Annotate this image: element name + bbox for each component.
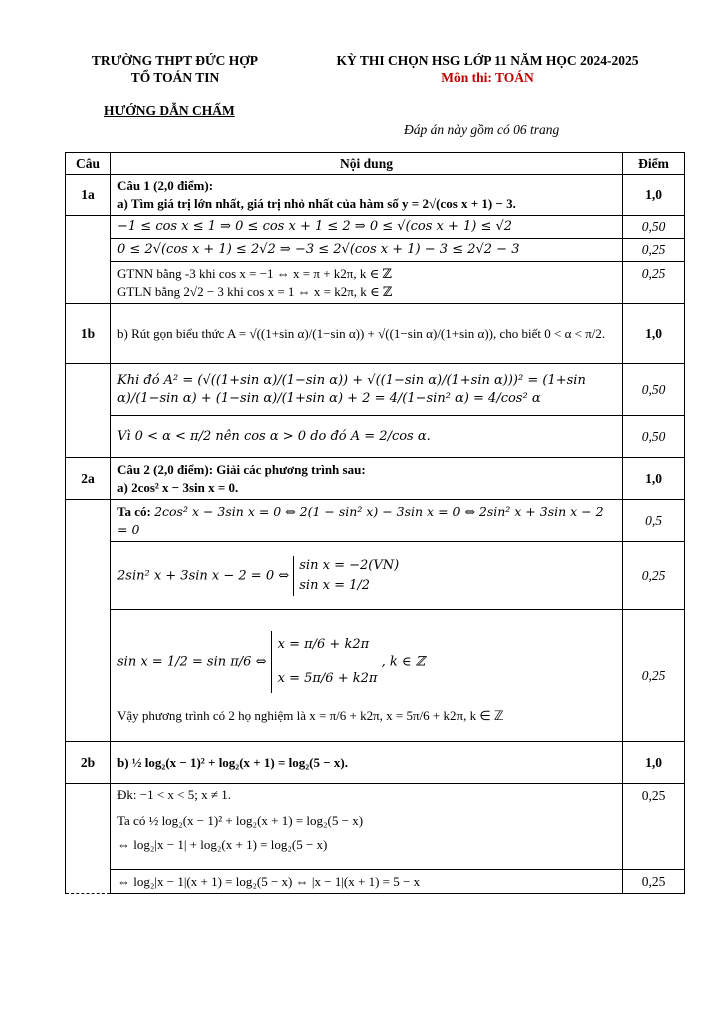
solution-row — [66, 870, 685, 894]
question-statement-2b: b) ½ log₂(x − 1)² + log₂(x + 1) = log₂(5 − x). — [111, 742, 623, 784]
solution-step-9 — [111, 784, 623, 870]
exam-header — [300, 52, 675, 86]
question-label-2a: 2a — [66, 458, 111, 500]
points-step-4: 0,50 — [623, 364, 685, 416]
case-2: x = 5π/6 + k2π — [277, 670, 378, 686]
solution-row — [66, 784, 685, 870]
pages-note: Đáp án này gồm có 06 trang — [404, 122, 560, 137]
question-label-1a: 1a — [66, 175, 111, 216]
question-text-2a — [111, 458, 623, 500]
solution-step-6 — [111, 500, 623, 542]
solution-row — [66, 239, 685, 262]
points-step-2: 0,25 — [623, 239, 685, 262]
solution-row — [66, 216, 685, 239]
points-step-9: 0,25 — [623, 784, 685, 870]
question-statement-1b: b) Rút gọn biểu thức A = √((1+sin α)/(1−sin α)) + √((1−sin α)/(1+sin α)), cho biết 0 < α < π/2. — [111, 304, 623, 364]
conclusion-text: Vậy phương trình có 2 họ nghiệm là x = π/6 + k2π, x = 5π/6 + k2π, k ∈ ℤ — [117, 707, 504, 723]
column-header-question: Câu — [66, 153, 111, 175]
step-8-lhs: sin x = 1/2 = sin π/6 ⇔ — [117, 654, 267, 669]
question-title-1: Câu 1 (2,0 điểm): — [117, 178, 214, 193]
solution-row — [66, 610, 685, 742]
question-label-1b: 1b — [66, 304, 111, 364]
solution-prefix: Ta có: — [117, 503, 151, 519]
case-1: sin x = −2(VN) — [299, 557, 400, 573]
points-step-10: 0,25 — [623, 870, 685, 894]
solution-step-1: −1 ≤ cos x ≤ 1 ⇒ 0 ≤ cos x + 1 ≤ 2 ⇒ 0 ≤ √(cos x + 1) ≤ √2 — [111, 216, 623, 239]
step-7-lhs: 2sin² x + 3sin x − 2 = 0 ⇔ — [117, 568, 290, 583]
empty-question-cell — [66, 364, 111, 458]
question-title-2: Câu 2 (2,0 điểm): Giải các phương trình sau: — [117, 461, 366, 477]
solution-equation-6: 2cos² x − 3sin x = 0 ⇔ 2(1 − sin² x) − 3sin x = 0 ⇔ 2sin² x + 3sin x − 2 = 0 — [117, 503, 604, 537]
solution-step-5: Vì 0 < α < π/2 nên cos α > 0 do đó A = 2/cos α. — [111, 416, 623, 458]
points-2a: 1,0 — [623, 458, 685, 500]
points-step-7: 0,25 — [623, 542, 685, 610]
solution-step-3 — [111, 262, 623, 304]
solution-row — [66, 542, 685, 610]
column-header-points: Điểm — [623, 153, 685, 175]
cases-bracket — [293, 556, 399, 596]
case-2: sin x = 1/2 — [299, 577, 371, 593]
question-row-1b — [66, 304, 685, 364]
column-header-content: Nội dung — [111, 153, 623, 175]
solution-line-3: ⇔ log₂|x − 1| + log₂(x + 1) = log₂(5 − x) — [117, 837, 328, 852]
table-header-row — [66, 153, 685, 175]
max-value-text: GTLN bằng 2√2 − 3 khi cos x = 1 ⇔ x = k2π, k ∈ ℤ — [117, 283, 393, 299]
exam-subject: Môn thi: TOÁN — [441, 70, 534, 85]
question-statement-1a: a) Tìm giá trị lớn nhất, giá trị nhỏ nhất của hàm số y = 2√(cos x + 1) − 3. — [117, 196, 516, 211]
integer-condition: , k ∈ ℤ — [381, 654, 426, 669]
points-step-1: 0,50 — [623, 216, 685, 239]
domain-condition: Đk: −1 < x < 5; x ≠ 1. — [117, 787, 231, 802]
question-row-2a — [66, 458, 685, 500]
points-step-5: 0,50 — [623, 416, 685, 458]
points-1b: 1,0 — [623, 304, 685, 364]
solution-step-2: 0 ≤ 2√(cos x + 1) ≤ 2√2 ⇒ −3 ≤ 2√(cos x + 1) − 3 ≤ 2√2 − 3 — [111, 239, 623, 262]
solution-row — [66, 500, 685, 542]
question-statement-2a: a) 2cos² x − 3sin x = 0. — [117, 479, 239, 495]
points-2b: 1,0 — [623, 742, 685, 784]
department-name: TỔ TOÁN TIN — [130, 70, 220, 85]
min-value-text: GTNN bằng -3 khi cos x = −1 ⇔ x = π + k2π, k ∈ ℤ — [117, 265, 392, 281]
solution-row — [66, 262, 685, 304]
question-label-2b: 2b — [66, 742, 111, 784]
empty-question-cell — [66, 500, 111, 742]
solution-row — [66, 416, 685, 458]
solution-step-4: Khi đó A² = (√((1+sin α)/(1−sin α)) + √((1−sin α)/(1+sin α)))² = (1+sin α)/(1−sin α) + (1−sin α)/(1+sin α) + 2 = 4/(1−sin² α) = 4/cos² α — [111, 364, 623, 416]
empty-question-cell — [66, 784, 111, 894]
question-row-1a — [66, 175, 685, 216]
grading-table — [65, 152, 685, 894]
school-header — [70, 52, 280, 86]
solution-step-10: ⇔ log₂|x − 1|(x + 1) = log₂(5 − x) ⇔ |x − 1|(x + 1) = 5 − x — [111, 870, 623, 894]
solution-row — [66, 364, 685, 416]
points-step-8: 0,25 — [623, 610, 685, 742]
cases-bracket — [271, 631, 378, 693]
question-row-2b — [66, 742, 685, 784]
empty-question-cell — [66, 216, 111, 304]
school-name: TRƯỜNG THPT ĐỨC HỢP — [91, 53, 259, 68]
solution-step-8 — [111, 610, 623, 742]
question-text-1a — [111, 175, 623, 216]
points-step-3: 0,25 — [623, 262, 685, 304]
solution-line-2: Ta có ½ log₂(x − 1)² + log₂(x + 1) = log₂(5 − x) — [117, 813, 364, 828]
points-1a: 1,0 — [623, 175, 685, 216]
points-step-6: 0,5 — [623, 500, 685, 542]
case-1: x = π/6 + k2π — [277, 636, 370, 652]
exam-title: KỲ THI CHỌN HSG LỚP 11 NĂM HỌC 2024-2025 — [336, 53, 639, 68]
solution-step-7 — [111, 542, 623, 610]
guide-title: HƯỚNG DẪN CHẤM — [104, 103, 235, 118]
